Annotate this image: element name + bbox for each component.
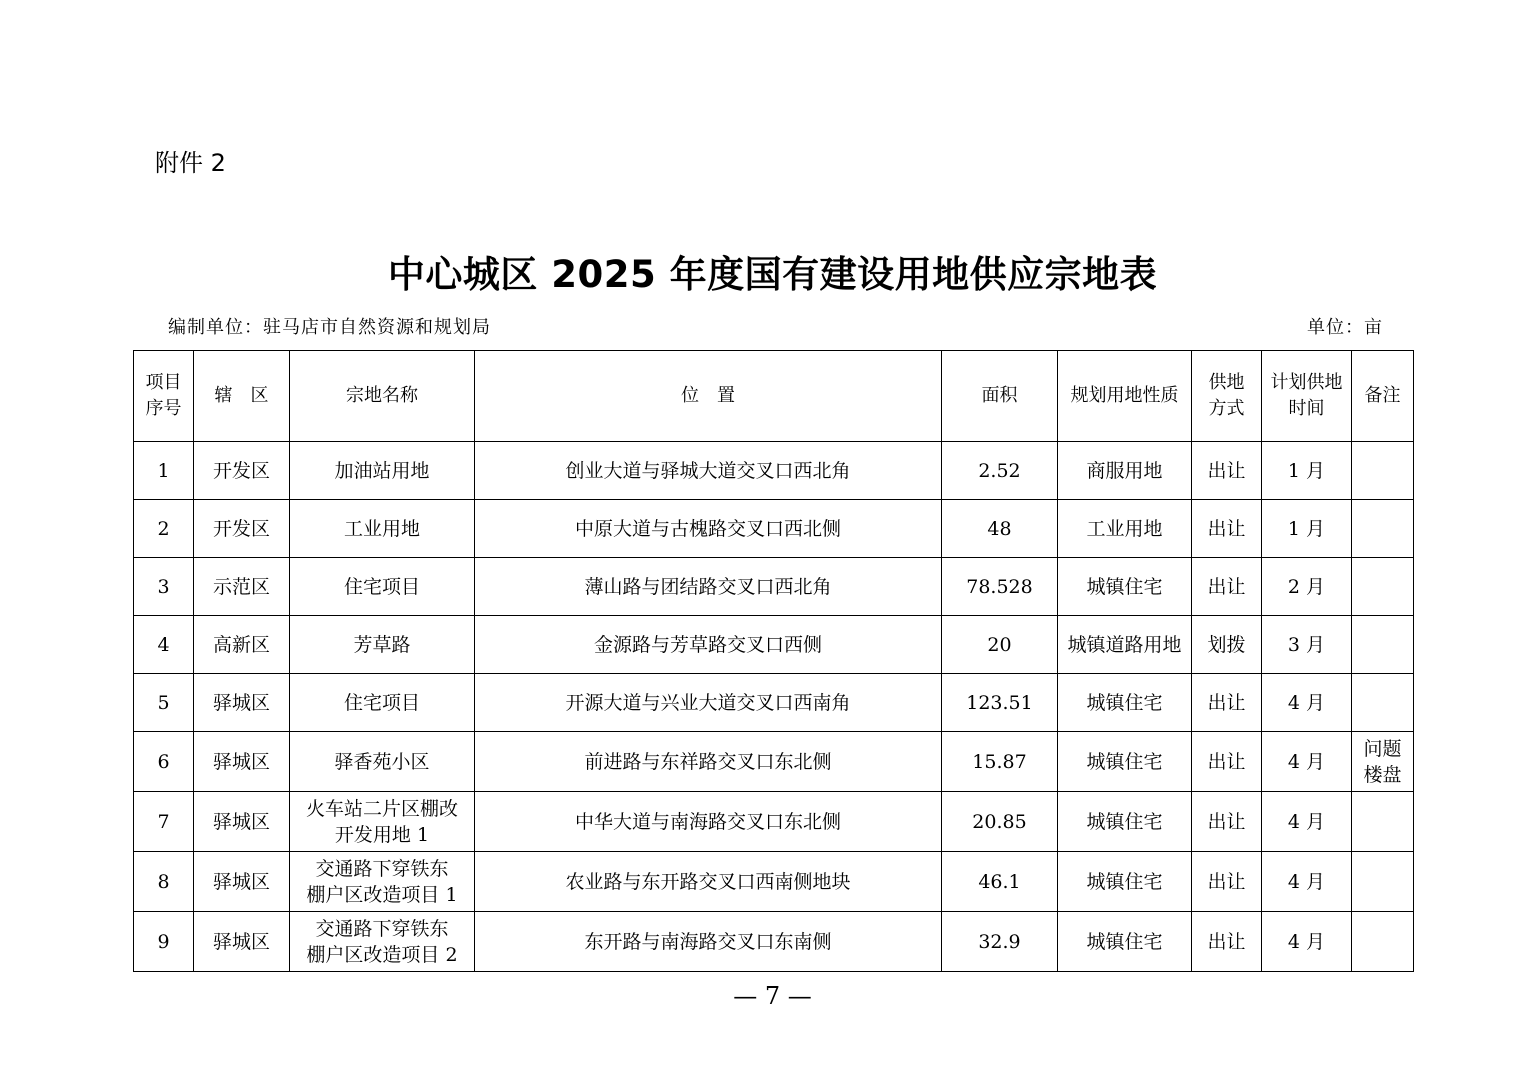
cell-parcel: 工业用地	[290, 500, 475, 558]
cell-use: 工业用地	[1058, 500, 1192, 558]
cell-method: 出让	[1192, 852, 1262, 912]
cell-district: 驿城区	[194, 912, 290, 972]
cell-location: 薄山路与团结路交叉口西北角	[475, 558, 942, 616]
cell-method: 出让	[1192, 912, 1262, 972]
cell-parcel: 交通路下穿铁东 棚户区改造项目 1	[290, 852, 475, 912]
table-row	[134, 558, 1414, 616]
cell-no: 2	[134, 500, 194, 558]
cell-area: 15.87	[942, 732, 1058, 792]
cell-parcel: 住宅项目	[290, 558, 475, 616]
cell-area: 20	[942, 616, 1058, 674]
cell-remark: 问题 楼盘	[1352, 732, 1414, 792]
cell-no: 3	[134, 558, 194, 616]
cell-time: 3 月	[1262, 616, 1352, 674]
cell-method: 出让	[1192, 732, 1262, 792]
cell-no: 4	[134, 616, 194, 674]
cell-use: 城镇住宅	[1058, 674, 1192, 732]
cell-use: 城镇住宅	[1058, 852, 1192, 912]
cell-no: 8	[134, 852, 194, 912]
cell-parcel: 交通路下穿铁东 棚户区改造项目 2	[290, 912, 475, 972]
cell-remark	[1352, 792, 1414, 852]
cell-no: 7	[134, 792, 194, 852]
cell-location: 开源大道与兴业大道交叉口西南角	[475, 674, 942, 732]
cell-parcel: 火车站二片区棚改 开发用地 1	[290, 792, 475, 852]
compiler-info: 编制单位：驻马店市自然资源和规划局	[168, 317, 491, 338]
cell-use: 城镇住宅	[1058, 792, 1192, 852]
cell-area: 78.528	[942, 558, 1058, 616]
table-row	[134, 852, 1414, 912]
cell-parcel: 加油站用地	[290, 442, 475, 500]
header-time: 计划供地 时间	[1262, 351, 1352, 442]
header-use: 规划用地性质	[1058, 351, 1192, 442]
cell-method: 出让	[1192, 674, 1262, 732]
cell-location: 创业大道与驿城大道交叉口西北角	[475, 442, 942, 500]
cell-remark	[1352, 616, 1414, 674]
cell-parcel: 住宅项目	[290, 674, 475, 732]
table-row	[134, 616, 1414, 674]
cell-remark	[1352, 674, 1414, 732]
header-no: 项目 序号	[134, 351, 194, 442]
table-row	[134, 792, 1414, 852]
header-district: 辖 区	[194, 351, 290, 442]
cell-location: 中原大道与古槐路交叉口西北侧	[475, 500, 942, 558]
cell-use: 城镇住宅	[1058, 912, 1192, 972]
cell-area: 48	[942, 500, 1058, 558]
page-number: — 7 —	[733, 982, 812, 1010]
cell-time: 4 月	[1262, 912, 1352, 972]
cell-district: 驿城区	[194, 792, 290, 852]
table-row	[134, 500, 1414, 558]
cell-use: 城镇道路用地	[1058, 616, 1192, 674]
cell-district: 开发区	[194, 442, 290, 500]
cell-district: 高新区	[194, 616, 290, 674]
table-row	[134, 732, 1414, 792]
header-method: 供地 方式	[1192, 351, 1262, 442]
cell-method: 划拨	[1192, 616, 1262, 674]
land-supply-table	[133, 350, 1414, 972]
cell-remark	[1352, 442, 1414, 500]
cell-time: 4 月	[1262, 852, 1352, 912]
cell-parcel: 驿香苑小区	[290, 732, 475, 792]
cell-method: 出让	[1192, 792, 1262, 852]
cell-district: 驿城区	[194, 852, 290, 912]
header-remark: 备注	[1352, 351, 1414, 442]
cell-location: 前进路与东祥路交叉口东北侧	[475, 732, 942, 792]
header-location: 位 置	[475, 351, 942, 442]
table-row	[134, 912, 1414, 972]
cell-district: 驿城区	[194, 674, 290, 732]
cell-time: 1 月	[1262, 442, 1352, 500]
cell-method: 出让	[1192, 442, 1262, 500]
attachment-label: 附件 2	[155, 149, 226, 177]
cell-area: 123.51	[942, 674, 1058, 732]
cell-area: 46.1	[942, 852, 1058, 912]
cell-time: 4 月	[1262, 674, 1352, 732]
cell-no: 1	[134, 442, 194, 500]
cell-use: 城镇住宅	[1058, 732, 1192, 792]
cell-area: 32.9	[942, 912, 1058, 972]
header-area: 面积	[942, 351, 1058, 442]
cell-remark	[1352, 558, 1414, 616]
cell-district: 驿城区	[194, 732, 290, 792]
cell-use: 商服用地	[1058, 442, 1192, 500]
cell-no: 5	[134, 674, 194, 732]
cell-location: 金源路与芳草路交叉口西侧	[475, 616, 942, 674]
cell-method: 出让	[1192, 558, 1262, 616]
table-header-row	[134, 351, 1414, 442]
cell-remark	[1352, 500, 1414, 558]
page-title: 中心城区 2025 年度国有建设用地供应宗地表	[387, 253, 1158, 296]
cell-area: 2.52	[942, 442, 1058, 500]
cell-time: 1 月	[1262, 500, 1352, 558]
cell-time: 4 月	[1262, 792, 1352, 852]
cell-time: 4 月	[1262, 732, 1352, 792]
cell-location: 农业路与东开路交叉口西南侧地块	[475, 852, 942, 912]
cell-district: 示范区	[194, 558, 290, 616]
cell-area: 20.85	[942, 792, 1058, 852]
cell-no: 9	[134, 912, 194, 972]
cell-time: 2 月	[1262, 558, 1352, 616]
unit-info: 单位：亩	[1307, 317, 1383, 338]
cell-no: 6	[134, 732, 194, 792]
cell-remark	[1352, 912, 1414, 972]
cell-remark	[1352, 852, 1414, 912]
header-parcel: 宗地名称	[290, 351, 475, 442]
cell-location: 东开路与南海路交叉口东南侧	[475, 912, 942, 972]
cell-district: 开发区	[194, 500, 290, 558]
cell-use: 城镇住宅	[1058, 558, 1192, 616]
cell-parcel: 芳草路	[290, 616, 475, 674]
table-row	[134, 442, 1414, 500]
cell-location: 中华大道与南海路交叉口东北侧	[475, 792, 942, 852]
cell-method: 出让	[1192, 500, 1262, 558]
table-row	[134, 674, 1414, 732]
